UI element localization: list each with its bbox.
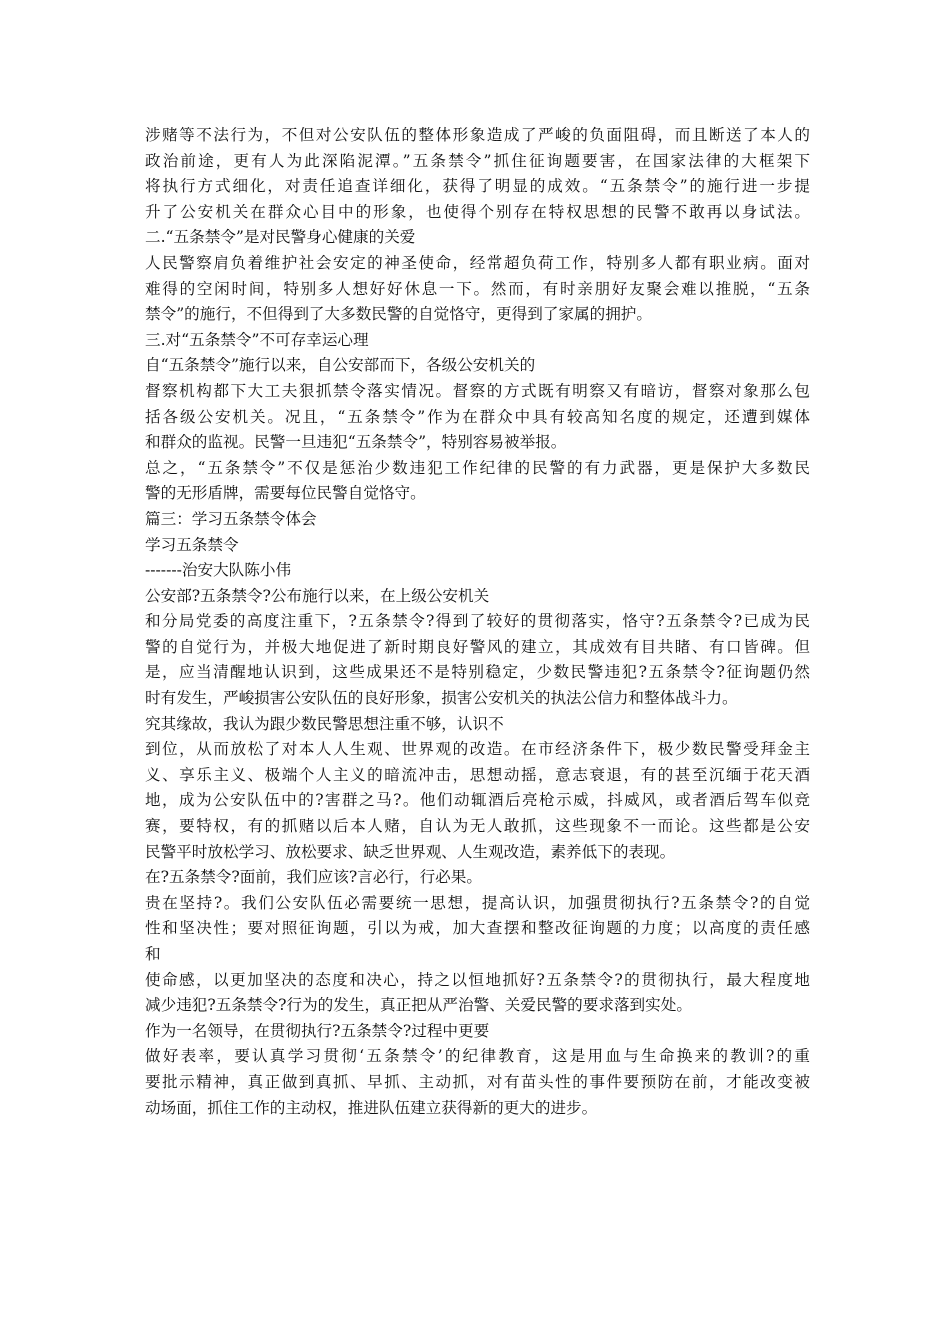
text-line: 时有发生，严峻损害公安队伍的良好形象，损害公安机关的执法公信力和整体战斗力。 <box>145 689 738 708</box>
text-line: 禁令”的施行，不但得到了大多数民警的自觉恪守，更得到了家属的拥护。 <box>145 305 652 324</box>
text-line: 督察机构都下大工夫狠抓禁令落实情况。督察的方式既有明察又有暗访，督察对象那么包 <box>145 381 810 400</box>
text-line: 动场面，抓住工作的主动权，推进队伍建立获得新的更大的进步。 <box>145 1098 598 1117</box>
text-line: 公安部?五条禁令?公布施行以来，在上级公安机关 <box>145 586 490 605</box>
text-line: 警的无形盾牌，需要每位民警自觉恪守。 <box>145 484 426 503</box>
text-line: 总之，“五条禁令”不仅是惩治少数违犯工作纪律的民警的有力武器，更是保护大多数民 <box>145 458 810 477</box>
text-line: 赛，要特权，有的抓赌以后本人赌，自认为无人敢抓，这些现象不一而论。这些都是公安 <box>145 817 810 836</box>
text-line: 学习五条禁令 <box>145 535 239 554</box>
text-line: 和 <box>145 945 161 963</box>
text-line: 政治前途，更有人为此深陷泥潭。”五条禁令”抓住征询题要害，在国家法律的大框架下 <box>145 151 810 170</box>
text-line: 括各级公安机关。况且，“五条禁令”作为在群众中具有较高知名度的规定，还遭到媒体 <box>145 407 810 426</box>
text-line: 性和坚决性；要对照征询题，引以为戒，加大查摆和整改征询题的力度；以高度的责任感 <box>145 919 810 938</box>
document-body <box>145 123 810 1121</box>
text-line: 义、享乐主义、极端个人主义的暗流冲击，思想动摇，意志衰退，有的甚至沉缅于花天酒 <box>145 765 810 784</box>
text-line: 作为一名领导，在贯彻执行?五条禁令?过程中更要 <box>145 1021 490 1040</box>
text-line: 二.“五条禁令”是对民警身心健康的关爱 <box>145 228 416 247</box>
text-line: 涉赌等不法行为，不但对公安队伍的整体形象造成了严峻的负面阻碍，而且断送了本人的 <box>145 126 810 144</box>
text-line: 升了公安机关在群众心目中的形象，也使得个别存在特权思想的民警不敢再以身试法。 <box>145 202 810 221</box>
text-line: 地，成为公安队伍中的?害群之马?。他们动辄酒后亮枪示威，抖威风，或者酒后驾车似竞 <box>145 791 810 810</box>
text-line: 警的自觉行为，并极大地促进了新时期良好警风的建立，其成效有目共睹、有口皆碑。但 <box>145 637 810 656</box>
text-line: 民警平时放松学习、放松要求、缺乏世界观、人生观改造，素养低下的表现。 <box>145 842 676 861</box>
text-line: 篇三：学习五条禁令体会 <box>145 509 317 528</box>
text-line: 将执行方式细化，对责任追查详细化，获得了明显的成效。“五条禁令”的施行进一步提 <box>145 177 810 196</box>
text-line: 人民警察肩负着维护社会安定的神圣使命，经常超负荷工作，特别多人都有职业病。面对 <box>145 253 810 272</box>
text-line: 到位，从而放松了对本人人生观、世界观的改造。在市经济条件下，极少数民警受拜金主 <box>145 740 810 759</box>
text-line: 使命感，以更加坚决的态度和决心，持之以恒地抓好?五条禁令?的贯彻执行，最大程度地 <box>145 970 810 989</box>
text-line: 贵在坚持?。我们公安队伍必需要统一思想，提高认识，加强贯彻执行?五条禁令?的自觉 <box>145 893 810 912</box>
text-line: 和分局党委的高度注重下，?五条禁令?得到了较好的贯彻落实，恪守?五条禁令?已成为民 <box>145 612 810 631</box>
text-line: 三.对“五条禁令”不可存幸运心理 <box>145 330 369 349</box>
text-line: 在?五条禁令?面前，我们应该?言必行，行必果。 <box>145 868 482 887</box>
text-line: 究其缘故，我认为跟少数民警思想注重不够，认识不 <box>145 714 504 733</box>
text-line: -------治安大队陈小伟 <box>145 561 292 580</box>
text-line: 要批示精神，真正做到真抓、早抓、主动抓，对有苗头性的事件要预防在前，才能改变被 <box>145 1072 810 1091</box>
text-line: 自“五条禁令”施行以来，自公安部而下，各级公安机关的 <box>145 356 536 375</box>
text-line: 减少违犯?五条禁令?行为的发生，真正把从严治警、关爱民警的要求落到实处。 <box>145 996 692 1015</box>
text-line: 做好表率，要认真学习贯彻‘五条禁令’的纪律教育，这是用血与生命换来的教训?的重 <box>145 1047 810 1066</box>
text-line: 难得的空闲时间，特别多人想好好休息一下。然而，有时亲朋好友聚会难以推脱，“五条 <box>145 279 810 298</box>
text-line: 和群众的监视。民警一旦违犯“五条禁令”，特别容易被举报。 <box>145 433 567 452</box>
text-line: 是，应当清醒地认识到，这些成果还不是特别稳定，少数民警违犯?五条禁令?征询题仍然 <box>145 663 810 682</box>
